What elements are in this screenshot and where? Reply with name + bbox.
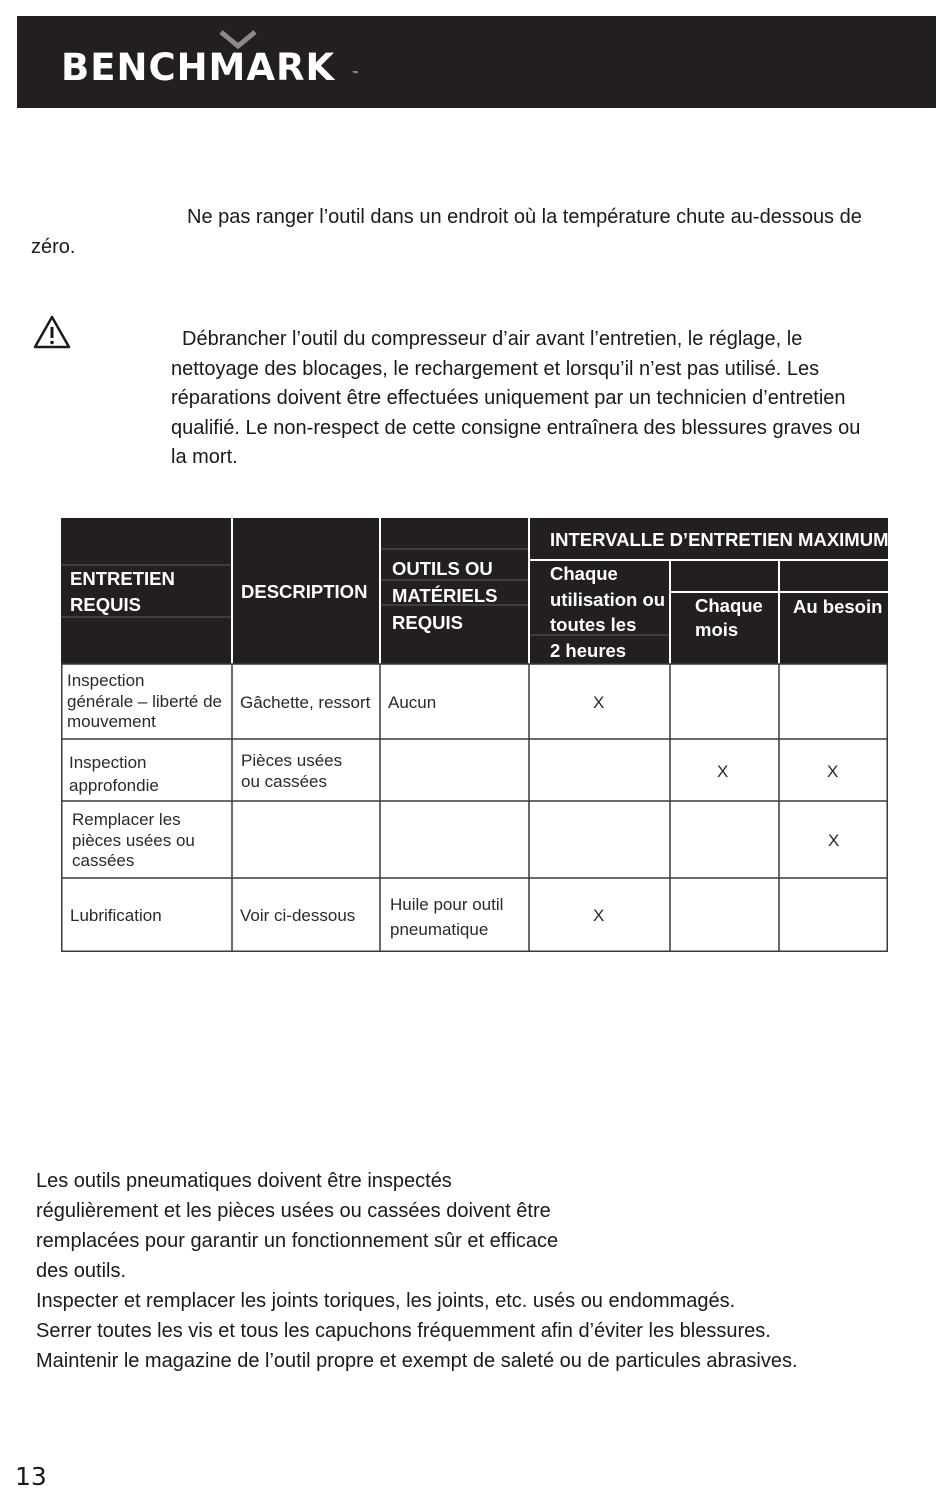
warning-triangle-icon	[32, 314, 72, 350]
table-row-2-mark-besoin: X	[827, 762, 839, 781]
page-number: 13	[15, 1462, 47, 1491]
cell-text: Inspection	[69, 753, 147, 772]
warning-line: la mort.	[171, 446, 238, 468]
header-au-besoin: Au besoin	[793, 596, 883, 617]
header-text: ENTRETIEN	[70, 568, 175, 589]
table-row-2-description	[241, 751, 342, 792]
table-row-2-mark-mois: X	[717, 762, 729, 781]
warning-text	[171, 325, 941, 473]
header-text: Chaque	[695, 595, 763, 616]
header-chaque-mois	[695, 594, 763, 642]
cell-text: ou cassées	[241, 771, 327, 791]
brand-logo: BENCHMARK	[61, 46, 336, 89]
header-text: 2 heures	[550, 639, 627, 661]
table-row-4-description: Voir ci-dessous	[240, 906, 356, 925]
cell-text: Pièces usées	[241, 751, 343, 770]
warning-line: nettoyage des blocages, le rechargement et lorsqu’il n’est pas utilisé. Les	[171, 357, 820, 380]
header-text: toutes les	[550, 614, 637, 635]
header-text: Chaque	[550, 563, 618, 584]
inspection-line: des outils.	[36, 1260, 127, 1282]
table-row-3-entretien	[72, 810, 195, 872]
header-text: REQUIS	[70, 594, 141, 615]
header-text: mois	[695, 619, 739, 640]
header-chaque-utilisation	[550, 561, 665, 663]
header-text: utilisation ou	[550, 588, 666, 610]
cell-text: mouvement	[67, 712, 156, 731]
warning-line: réparations doivent être effectuées uniquement par un technicien d’entretien	[171, 387, 846, 409]
warning-line: qualifié. Le non-respect de cette consigne entraînera des blessures graves ou	[171, 416, 861, 439]
cell-text: Inspection	[67, 671, 145, 690]
inspection-text	[36, 1166, 798, 1376]
inspection-line: Inspecter et remplacer les joints toriques, les joints, etc. usés ou endommagés.	[36, 1290, 736, 1312]
header-text: MATÉRIELS	[392, 585, 498, 606]
table-row-1-description: Gâchette, ressort	[240, 693, 371, 712]
inspection-line: Maintenir le magazine de l’outil propre et exempt de saleté ou de particules abrasives.	[36, 1350, 798, 1372]
header-bar	[17, 16, 936, 108]
cell-text: pneumatique	[390, 920, 489, 939]
storage-note-line-2: zéro.	[31, 236, 76, 258]
cell-text: pièces usées ou	[72, 830, 195, 850]
table-row-2-entretien	[69, 751, 159, 797]
storage-note-line-1: Ne pas ranger l’outil dans un endroit où la température chute au-dessous de	[187, 206, 862, 228]
inspection-line: régulièrement et les pièces usées ou cassées doivent être	[36, 1200, 551, 1222]
header-entretien-requis	[70, 566, 175, 618]
table-row-1-entretien	[67, 671, 222, 733]
table-row-1-mark-utilisation: X	[593, 693, 605, 712]
header-intervalle: INTERVALLE D’ENTRETIEN MAXIMUM	[550, 529, 889, 550]
header-text: REQUIS	[392, 612, 463, 633]
inspection-line: remplacées pour garantir un fonctionnement sûr et efficace	[36, 1230, 559, 1252]
cell-text: approfondie	[69, 776, 159, 795]
cell-text: générale – liberté de	[67, 691, 223, 711]
trademark-mark: ™	[352, 71, 358, 77]
table-row-4-outils	[390, 892, 503, 942]
header-outils	[392, 555, 498, 636]
inspection-line: Serrer toutes les vis et tous les capuchons fréquemment afin d’éviter les blessures.	[36, 1320, 771, 1342]
inspection-line: Les outils pneumatiques doivent être inspectés	[36, 1170, 452, 1192]
cell-text: cassées	[72, 851, 135, 870]
warning-line: Débrancher l’outil du compresseur d’air avant l’entretien, le réglage, le	[182, 328, 803, 350]
header-description: DESCRIPTION	[241, 581, 368, 602]
header-text: OUTILS OU	[392, 558, 493, 579]
maintenance-table	[61, 518, 888, 952]
table-row-4-mark-utilisation: X	[593, 906, 605, 925]
table-row-1-outils: Aucun	[388, 693, 437, 712]
cell-text: Huile pour outil	[390, 895, 504, 914]
cell-text: Remplacer les	[72, 810, 181, 829]
table-row-4-entretien: Lubrification	[70, 906, 162, 925]
table-row-3-mark-besoin: X	[828, 831, 840, 850]
